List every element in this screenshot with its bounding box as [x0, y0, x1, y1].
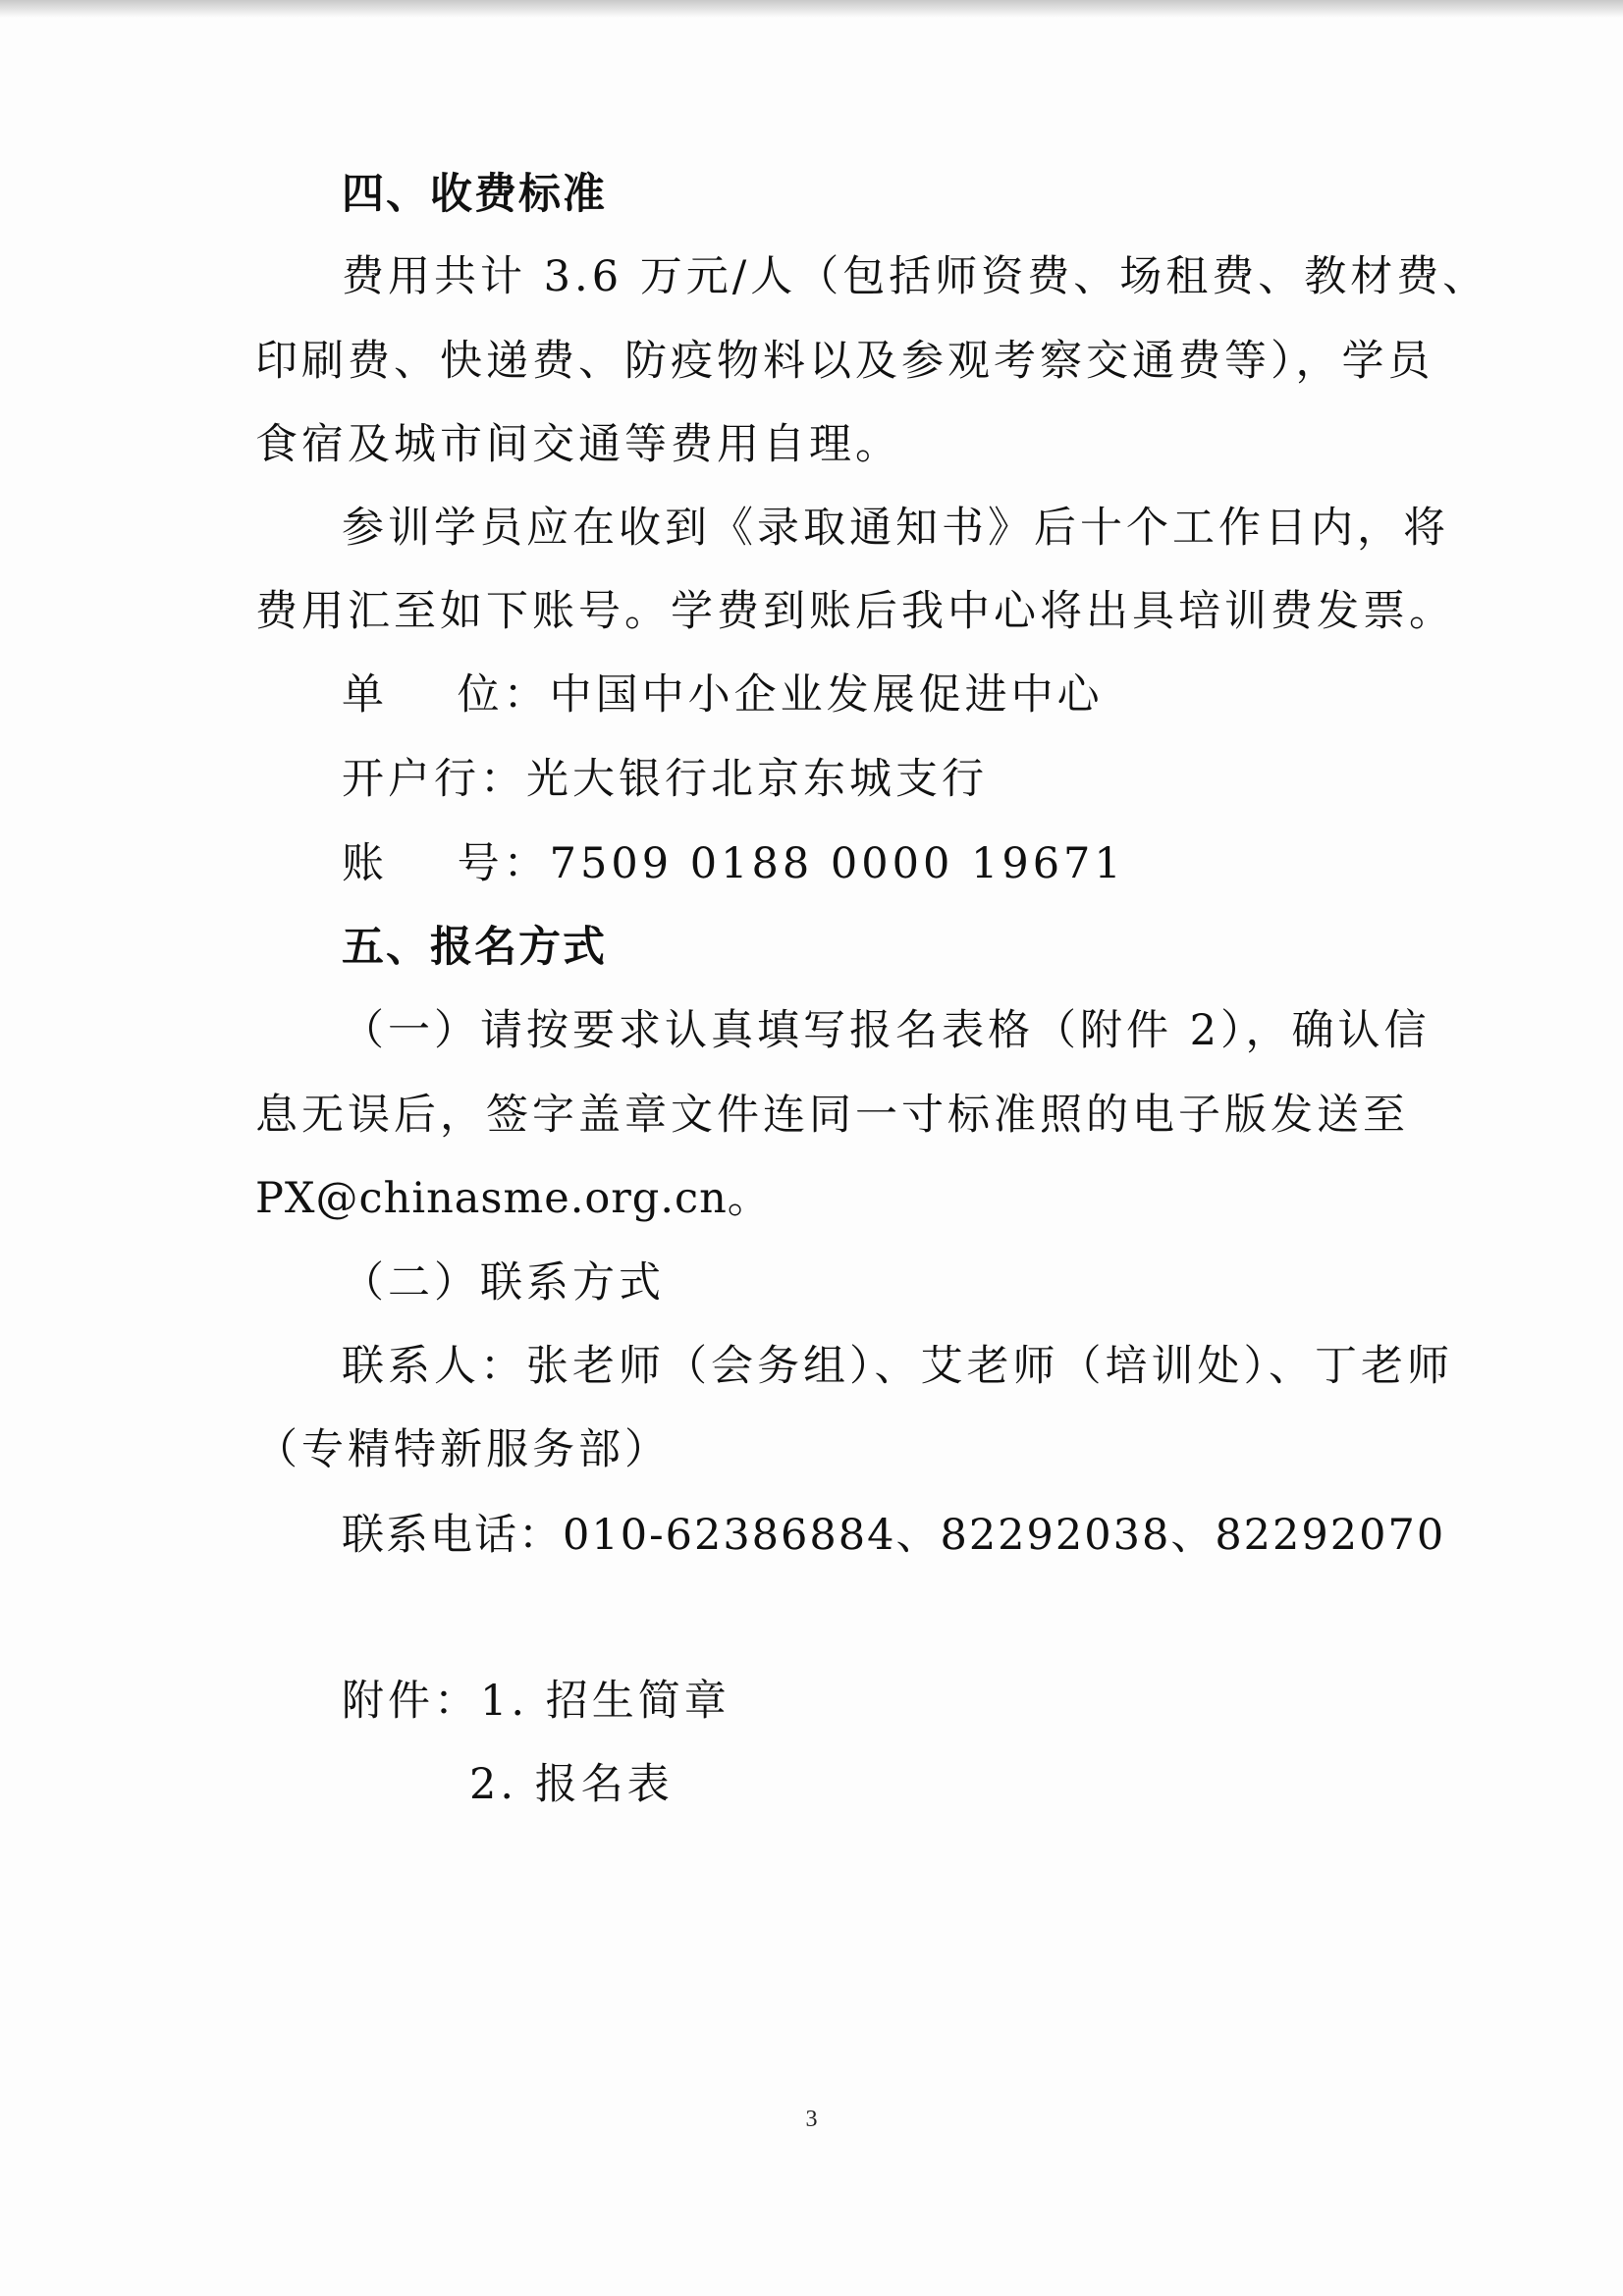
scan-edge	[0, 0, 1623, 18]
account-number: 账 号：7509 0188 0000 19671	[342, 839, 1125, 888]
contact-persons: 联系人：张老师（会务组）、艾老师（培训处）、丁老师	[342, 1342, 1453, 1391]
section-five-heading: 五、报名方式	[342, 923, 607, 972]
attachment-label: 附件：1. 招生简章	[342, 1677, 730, 1726]
contact-subheading: （二）联系方式	[342, 1258, 665, 1308]
section-four-heading: 四、收费标准	[342, 170, 607, 219]
paragraph-line: 参训学员应在收到《录取通知书》后十个工作日内，将	[342, 504, 1449, 553]
paragraph-line: 食宿及城市间交通等费用自理。	[255, 420, 901, 469]
account-unit: 单 位：中国中小企业发展促进中心	[342, 670, 1104, 720]
attachment-item: 2. 报名表	[469, 1760, 674, 1809]
email-line: PX@chinasme.org.cn。	[255, 1174, 771, 1223]
account-bank: 开户行：光大银行北京东城支行	[342, 755, 988, 804]
paragraph-line: 费用共计 3.6 万元/人（包括师资费、场租费、教材费、	[342, 252, 1489, 301]
paragraph-line: 费用汇至如下账号。学费到账后我中心将出具培训费发票。	[255, 587, 1455, 636]
paragraph-line: （一）请按要求认真填写报名表格（附件 2），确认信	[342, 1006, 1431, 1055]
page-number: 3	[805, 2107, 818, 2132]
contact-phone: 联系电话：010-62386884、82292038、82292070	[342, 1511, 1446, 1560]
contact-department: （专精特新服务部）	[255, 1425, 671, 1474]
paragraph-line: 印刷费、快递费、防疫物料以及参观考察交通费等），学员	[255, 337, 1434, 386]
paragraph-line: 息无误后，签字盖章文件连同一寸标准照的电子版发送至	[255, 1091, 1409, 1140]
